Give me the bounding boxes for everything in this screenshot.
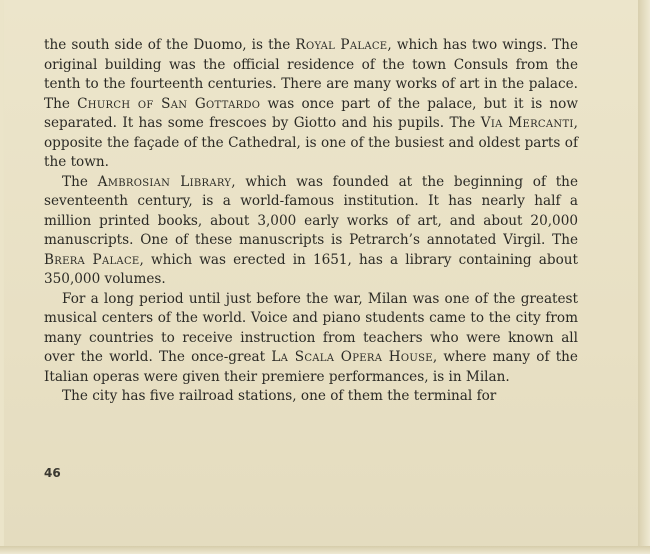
text-run: For a long period until just before the war, Milan was one of the greatest musical centers of the world. Voice and piano students came to the city from many countries to receive instruction from teachers who were known all over the world. The once-great — [44, 290, 578, 365]
text-run: , opposite the façade of the Cathedral, is one of the busiest and oldest parts of the town. — [44, 115, 578, 170]
text-run: , which was founded at the beginning of the seventeenth century, is a world-famous institution. It has nearly half a million printed books, about 3,000 early works of art, and about 20,000 manuscripts. One of these manuscripts is Petrarch’s annotated Virgil. The — [44, 173, 578, 248]
body-text — [44, 36, 578, 407]
paragraph-ambrosian-library — [44, 173, 578, 290]
place-name-royal-palace: Royal Palace — [295, 37, 388, 53]
place-name-church-of-san-gottardo: Church of San Gottardo — [77, 95, 261, 112]
text-run: , which was erected in 1651, has a library containing about 350,000 volumes. — [44, 251, 578, 287]
text-run: , which has two wings. The original building was the official residence of the town Consuls from the tenth to the fourteenth centuries. There are many works of art in the palace. The — [44, 37, 578, 112]
place-name-via-mercanti: Via Mercanti — [480, 115, 574, 131]
text-run: The — [62, 173, 98, 190]
paragraph-music — [44, 290, 578, 388]
place-name-la-scala-opera-house: La Scala Opera House — [271, 349, 433, 365]
paragraph-railroad — [44, 387, 578, 407]
text-run: , where many of the Italian operas were given their premiere performances, is in Milan. — [44, 349, 578, 385]
place-name-brera-palace: Brera Palace — [44, 251, 140, 268]
text-run: The city has five railroad stations, one of them the terminal for — [62, 388, 497, 404]
place-name-ambrosian-library: Ambrosian Library — [97, 173, 232, 190]
paragraph-royal-palace — [44, 36, 578, 173]
page-number: 46 — [44, 466, 61, 480]
page-edge-bottom — [0, 546, 650, 554]
page-edge-right — [638, 0, 650, 554]
text-run: was once part of the palace, but it is now separated. It has some frescoes by Giotto and his pupils. The — [44, 95, 579, 131]
text-run: the south side of the Duomo, is the — [44, 37, 296, 53]
page-sheet — [4, 0, 638, 546]
